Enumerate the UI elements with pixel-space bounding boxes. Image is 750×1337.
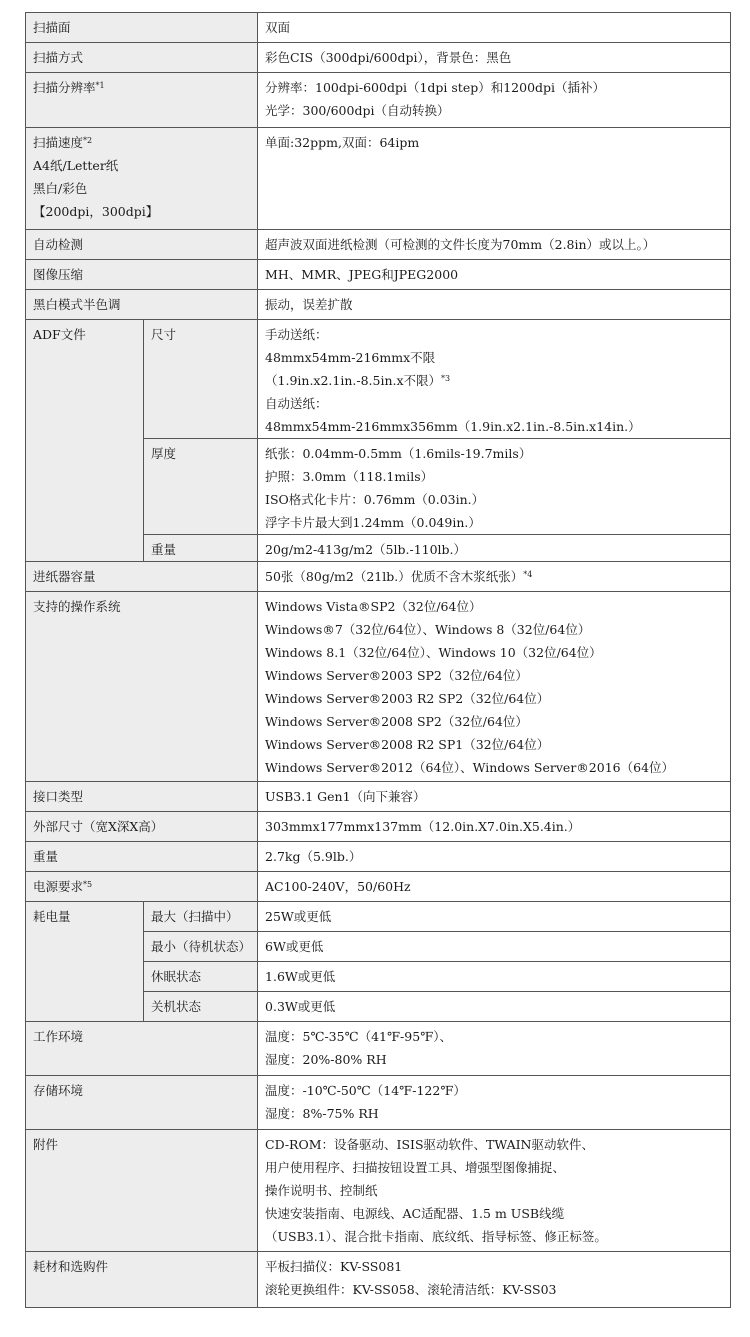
row-scan-method: 扫描方式 彩色CIS（300dpi/600dpi），背景色：黑色 xyxy=(26,43,731,73)
adf-label: ADF文件 xyxy=(26,320,144,562)
row-accessories: 附件 CD-ROM：设备驱动、ISIS驱动软件、TWAIN驱动软件、 用户使用程序、扫描按钮设置工具、增强型图像捕捉、 操作说明书、控制纸 快速安装指南、电源线、AC适配器、1.5 m USB线缆 （USB3.1）、混合批卡指南、底纹纸、指导标签、修正标签。 xyxy=(26,1130,731,1252)
row-resolution: 扫描分辨率$^{*1}$ 分辨率：100dpi-600dpi（1dpi step）和1200dpi（插补） 光学：300/600dpi（自动转换） xyxy=(26,73,731,128)
row-consumption-sleep: 休眠状态 1.6W或更低 xyxy=(26,962,731,992)
value-cell: 双面 xyxy=(258,13,731,43)
footnote-mark: *4 xyxy=(523,570,533,579)
row-consumption-min: 最小（待机状态） 6W或更低 xyxy=(26,932,731,962)
label-cell: 扫描面 xyxy=(26,13,258,43)
row-storage-env: 存储环境 温度：-10℃-50℃（14℉-122℉） 湿度：8%-75% RH xyxy=(26,1076,731,1130)
footnote-mark: *2 xyxy=(83,136,93,145)
row-halftone: 黑白模式半色调 振动，误差扩散 xyxy=(26,290,731,320)
row-speed: 扫描速度$^{*2}$ A4纸/Letter纸 黑白/彩色 【200dpi，300dpi】 单面:32ppm,双面：64ipm xyxy=(26,128,731,230)
row-adf-weight: 重量 20g/m2-413g/m2（5lb.-110lb.） xyxy=(26,535,731,562)
row-scan-side xyxy=(26,13,731,43)
consumption-label: 耗电量 xyxy=(26,902,144,1022)
row-weight: 重量 2.7kg（5.9lb.） xyxy=(26,842,731,872)
row-power: 电源要求$^{*5}$ AC100-240V，50/60Hz xyxy=(26,872,731,902)
row-compression: 图像压缩 MH、MMR、JPEG和JPEG2000 xyxy=(26,260,731,290)
row-consumption-off: 关机状态 0.3W或更低 xyxy=(26,992,731,1022)
row-auto-detect: 自动检测 超声波双面进纸检测（可检测的文件长度为70mm（2.8in）或以上。） xyxy=(26,230,731,260)
row-operating-env: 工作环境 温度：5℃-35℃（41℉-95℉）、 湿度：20%-80% RH xyxy=(26,1022,731,1076)
row-os: 支持的操作系统 Windows Vista®SP2（32位/64位） Windows®7（32位/64位）、Windows 8（32位/64位） Windows 8.1（32位/64位）、Windows 10（32位/64位） Windows Server®2003 SP2（32位/64位） Windows Server®2003 R2 SP2（32位/64位） Windows Server®2008 SP2（32位/64位） Windows Server®2008 R2 SP1（32位/64位） Windows Server®2012（64位）、Windows Server®2016（64位） xyxy=(26,592,731,782)
row-adf-size: ADF文件 尺寸 手动送纸： 48mmx54mm-216mmx不限 （1.9in.x2.1in.-8.5in.x不限）$^{*3}$ 自动送纸： 48mmx54mm-216mmx356mm（1.9in.x2.1in.-8.5in.x14in.） xyxy=(26,320,731,439)
footnote-mark: *3 xyxy=(441,374,451,383)
row-adf-thickness: 厚度 纸张：0.04mm-0.5mm（1.6mils-19.7mils） 护照：3.0mm（118.1mils） ISO格式化卡片：0.76mm（0.03in.） 浮字卡片最大到1.24mm（0.049in.） xyxy=(26,439,731,535)
row-interface: 接口类型 USB3.1 Gen1（向下兼容） xyxy=(26,782,731,812)
footnote-mark: *1 xyxy=(95,81,105,90)
footnote-mark: *5 xyxy=(83,880,93,889)
row-consumption-max: 耗电量 最大（扫描中） 25W或更低 xyxy=(26,902,731,932)
spec-table xyxy=(25,12,731,1308)
row-consumables: 耗材和选购件 平板扫描仪：KV-SS081 滚轮更换组件：KV-SS058、滚轮清洁纸：KV-SS03 xyxy=(26,1252,731,1308)
row-dimensions: 外部尺寸（宽X深X高） 303mmx177mmx137mm（12.0in.X7.0in.X5.4in.） xyxy=(26,812,731,842)
row-feeder: 进纸器容量 50张（80g/m2（21lb.）优质不含木浆纸张）$^{*4}$ xyxy=(26,562,731,592)
